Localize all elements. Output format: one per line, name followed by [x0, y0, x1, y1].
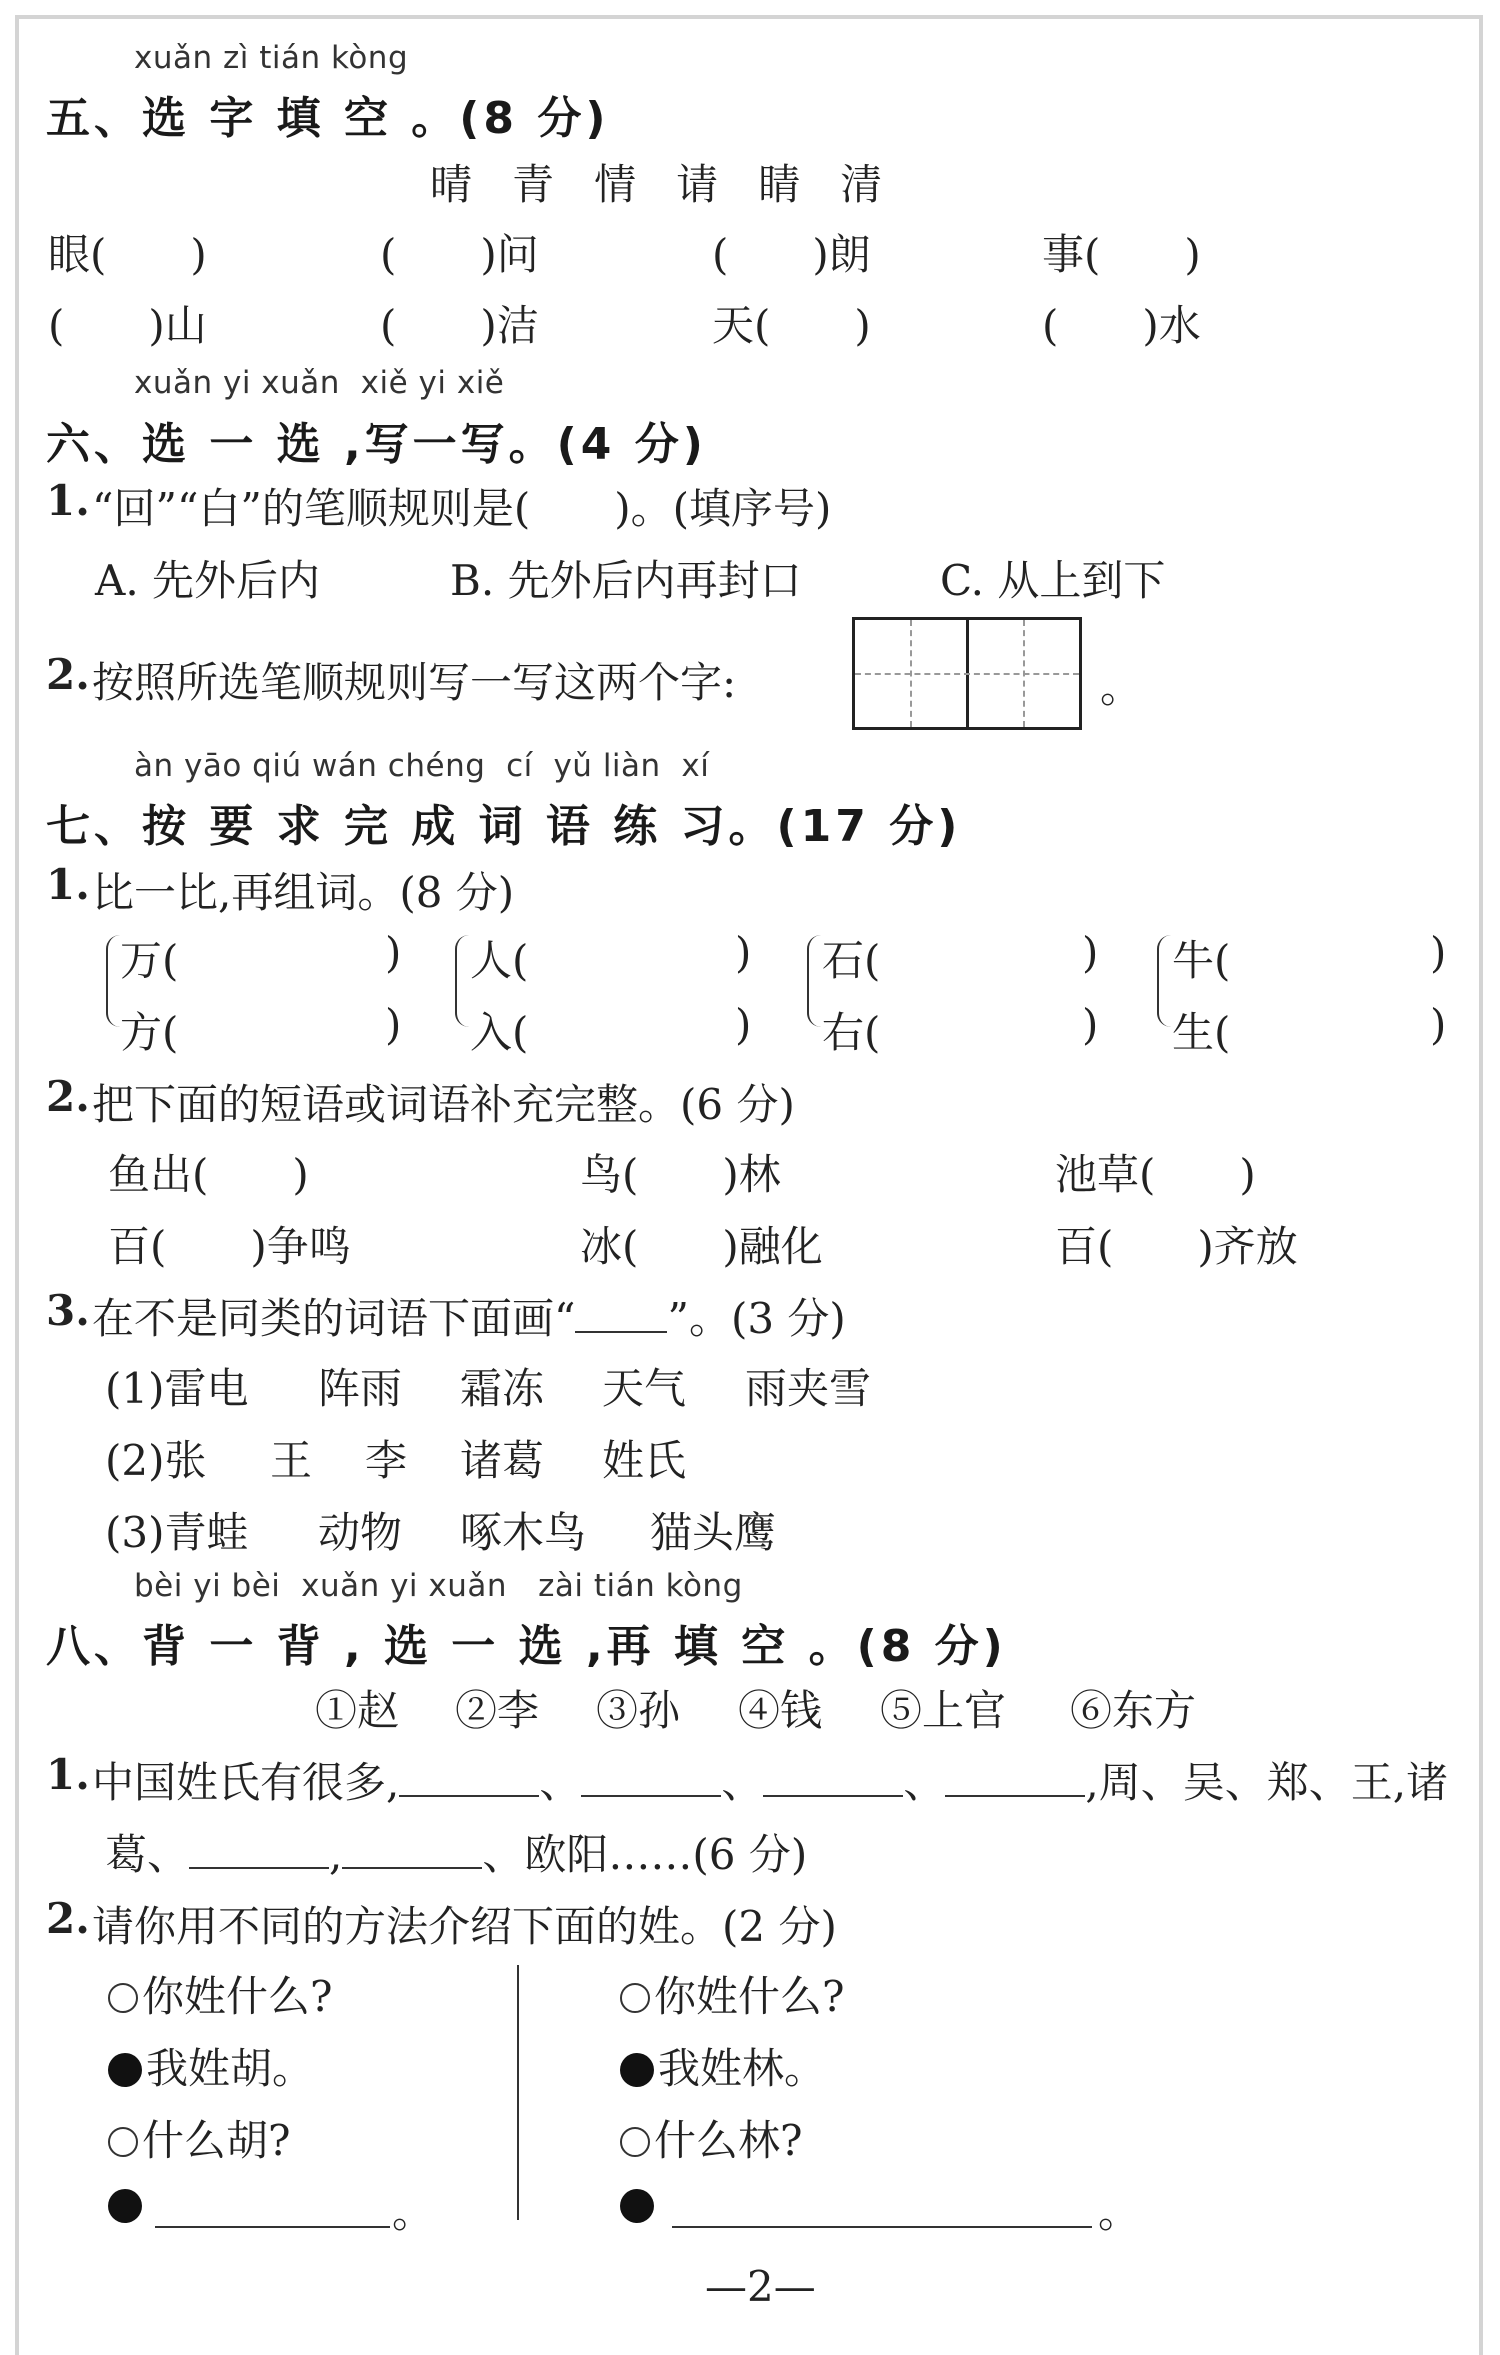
s8-q1-line2: 葛、 , 、欧阳……(6 分) — [105, 1830, 808, 1879]
phrase-r2-c1: 百( )争鸣 — [108, 1222, 351, 1271]
page-number: —2— — [705, 2262, 816, 2311]
phrase-r1-c1: 鱼出( ) — [108, 1150, 309, 1199]
filled-circle-icon — [620, 2053, 654, 2087]
s6-option-c: C. 从上到下 — [940, 556, 1166, 605]
pair2-bottom: 入( — [470, 1008, 529, 1057]
open-circle-icon — [620, 2127, 650, 2157]
brace-4 — [1157, 935, 1173, 1027]
answer-blank-3[interactable] — [763, 1759, 903, 1797]
s7-q2-number: 2. — [46, 1072, 90, 1121]
s5-r2-c2: ( )洁 — [380, 301, 539, 350]
s5-heading: 五、选 字 填 空 。(8 分) — [46, 93, 610, 144]
s6-q2-text: 按照所选笔顺规则写一写这两个字: — [92, 658, 737, 707]
q3-r2-w2: 王 — [270, 1436, 313, 1485]
q3-r3-w3: 啄木鸟 — [460, 1508, 587, 1557]
pair3-top: 石( — [822, 936, 881, 985]
s8-q1-number: 1. — [46, 1750, 90, 1799]
open-circle-icon — [620, 1983, 650, 2013]
left-a2 — [108, 2180, 146, 2229]
s5-r1-c1: 眼( ) — [48, 230, 207, 279]
s5-options: 晴 青 情 请 睛 清 — [430, 160, 883, 209]
s6-option-a: A. 先外后内 — [95, 556, 321, 605]
q3-r2-w3: 李 — [365, 1436, 408, 1485]
s5-r1-c2: ( )问 — [380, 230, 539, 279]
s8-option-4: ④钱 — [738, 1686, 823, 1735]
phrase-r2-c2: 冰( )融化 — [580, 1222, 823, 1271]
s8-pinyin: bèi yi bèi xuǎn yi xuǎn zài tián kòng — [134, 1568, 743, 1604]
s6-q1-number: 1. — [46, 476, 90, 525]
pair1-top: 万( — [120, 936, 179, 985]
s6-heading: 六、选 一 选 ,写一写。(4 分) — [46, 419, 707, 470]
q3-r3-w2: 动物 — [318, 1508, 403, 1557]
divider-line — [517, 1965, 519, 2220]
left-q2: 什么胡? — [108, 2108, 291, 2168]
left-answer-line[interactable] — [155, 2226, 390, 2228]
s7-q2-text: 把下面的短语或词语补充完整。(6 分) — [92, 1080, 795, 1129]
pair1-top-close: ) — [385, 928, 402, 977]
right-period: 。 — [1098, 2188, 1141, 2237]
brace-2 — [455, 935, 471, 1027]
pair4-bottom: 生( — [1172, 1008, 1231, 1057]
s8-option-2: ②李 — [455, 1686, 540, 1735]
s5-r1-c3: ( )朗 — [712, 230, 871, 279]
open-circle-icon — [108, 1983, 138, 2013]
q3-r1-w1: (1)雷电 — [105, 1364, 249, 1413]
q3-r1-w4: 天气 — [602, 1364, 687, 1413]
s8-option-6: ⑥东方 — [1070, 1686, 1197, 1735]
s6-q2-number: 2. — [46, 650, 90, 699]
pair4-top-close: ) — [1430, 928, 1447, 977]
pair2-bottom-close: ) — [735, 1000, 752, 1049]
phrase-r1-c2: 鸟( )林 — [580, 1150, 781, 1199]
s8-option-3: ③孙 — [596, 1686, 681, 1735]
s8-q2-text: 请你用不同的方法介绍下面的姓。(2 分) — [92, 1902, 837, 1951]
s5-r2-c3: 天( ) — [712, 301, 871, 350]
brace-3 — [807, 935, 823, 1027]
s7-q1-number: 1. — [46, 860, 90, 909]
left-q1: 你姓什么? — [108, 1964, 333, 2024]
phrase-r2-c3: 百( )齐放 — [1055, 1222, 1298, 1271]
s7-pinyin: àn yāo qiú wán chéng cí yǔ liàn xí — [134, 748, 710, 784]
q3-r2-w4: 诸葛 — [460, 1436, 545, 1485]
s8-option-1: ①赵 — [315, 1686, 400, 1735]
pair3-top-close: ) — [1082, 928, 1099, 977]
s6-q2-end: 。 — [1100, 663, 1143, 712]
left-a1: 我姓胡。 — [108, 2036, 314, 2096]
s7-q1-text: 比一比,再组词。(8 分) — [92, 868, 515, 917]
s5-r2-c4: ( )水 — [1042, 301, 1201, 350]
q3-r1-w3: 霜冻 — [460, 1364, 545, 1413]
answer-blank-1[interactable] — [399, 1759, 539, 1797]
q3-r2-w5: 姓氏 — [602, 1436, 687, 1485]
right-answer-line[interactable] — [672, 2226, 1092, 2228]
right-a2 — [620, 2180, 658, 2229]
s6-pinyin: xuǎn yi xuǎn xiě yi xiě — [134, 365, 505, 401]
answer-blank-6[interactable] — [342, 1831, 482, 1869]
filled-circle-icon — [108, 2053, 142, 2087]
pair2-top: 人( — [470, 936, 529, 985]
filled-circle-icon — [620, 2189, 654, 2223]
phrase-r1-c3: 池草( ) — [1055, 1150, 1256, 1199]
s5-pinyin: xuǎn zì tián kòng — [134, 40, 409, 76]
left-period: 。 — [392, 2188, 435, 2237]
open-circle-icon — [108, 2127, 138, 2157]
pair4-top: 牛( — [1172, 936, 1231, 985]
right-q2: 什么林? — [620, 2108, 803, 2168]
pair3-bottom: 右( — [822, 1008, 881, 1057]
s6-option-b: B. 先外后内再封口 — [450, 556, 802, 605]
pair1-bottom: 方( — [120, 1008, 179, 1057]
s8-q1-line1: 中国姓氏有很多, 、 、 、 ,周、吴、郑、王,诸 — [92, 1758, 1449, 1807]
answer-blank-2[interactable] — [581, 1759, 721, 1797]
right-q1: 你姓什么? — [620, 1964, 845, 2024]
q3-r1-w5: 雨夹雪 — [745, 1364, 872, 1413]
pair2-top-close: ) — [735, 928, 752, 977]
pair1-bottom-close: ) — [385, 1000, 402, 1049]
filled-circle-icon — [108, 2189, 142, 2223]
s5-r2-c1: ( )山 — [48, 301, 207, 350]
s5-r1-c4: 事( ) — [1042, 230, 1201, 279]
s6-q1-text: “回”“白”的笔顺规则是( )。(填序号) — [92, 484, 832, 533]
s8-heading: 八、背 一 背 , 选 一 选 ,再 填 空 。(8 分) — [46, 1621, 1007, 1672]
q3-r3-w1: (3)青蛙 — [105, 1508, 249, 1557]
answer-blank-5[interactable] — [189, 1831, 329, 1869]
s8-option-5: ⑤上官 — [880, 1686, 1007, 1735]
answer-blank-4[interactable] — [945, 1759, 1085, 1797]
writing-grid[interactable] — [852, 617, 1082, 730]
s7-q3-number: 3. — [46, 1286, 90, 1335]
s8-q2-number: 2. — [46, 1894, 90, 1943]
q3-r2-w1: (2)张 — [105, 1436, 207, 1485]
pair3-bottom-close: ) — [1082, 1000, 1099, 1049]
q3-r1-w2: 阵雨 — [318, 1364, 403, 1413]
pair4-bottom-close: ) — [1430, 1000, 1447, 1049]
s7-heading: 七、按 要 求 完 成 词 语 练 习。(17 分) — [46, 801, 962, 852]
right-a1: 我姓林。 — [620, 2036, 826, 2096]
q3-r3-w4: 猫头鹰 — [650, 1508, 777, 1557]
s7-q3-text: 在不是同类的词语下面画“ ”。(3 分) — [92, 1294, 846, 1343]
underline-sample — [575, 1295, 667, 1333]
